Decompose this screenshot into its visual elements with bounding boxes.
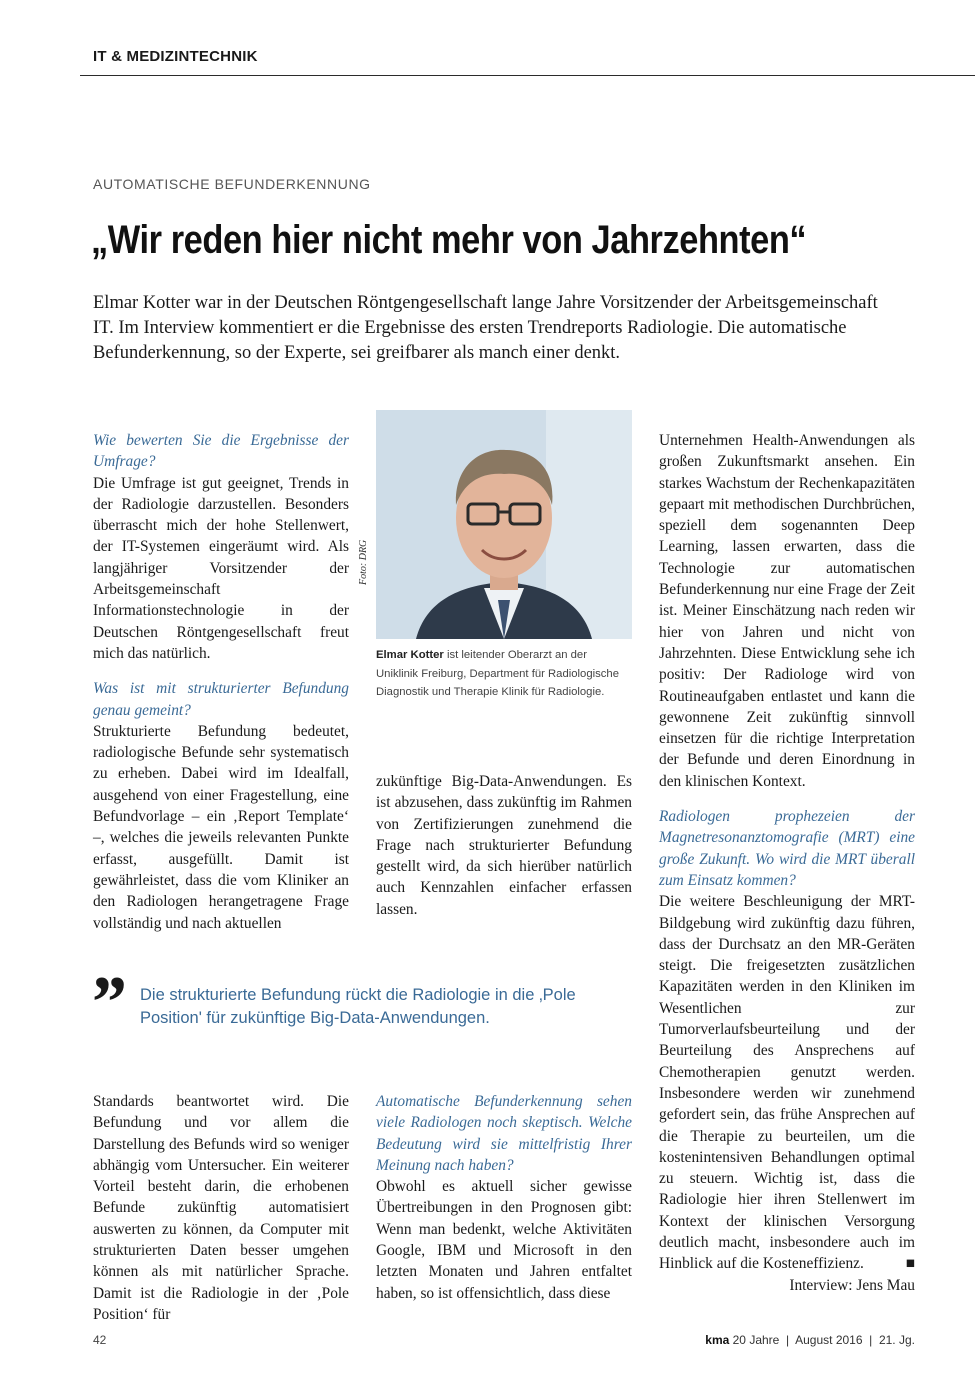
caption-name: Elmar Kotter (376, 649, 444, 661)
column-1 (93, 430, 349, 934)
answer-2-continued: zukünftige Big-Data-Anwendungen. Es ist abzusehen, dass zukünftig im Rahmen von Zertifizierungen zunehmend die Frage nach strukturierter Befundung gestellt wird, da sich hierüber natürlich auch Kennzahlen einfacher erfassen lassen. (376, 773, 632, 918)
question-4: Radiologen prophezeien der Magnetresonanztomografie (MRT) eine große Zukunft. Wo wird die MRT überall zum Einsatz kommen? (659, 808, 915, 889)
column-2-upper (376, 771, 632, 920)
photo-credit: Foto: DRG (358, 539, 369, 585)
article-kicker: AUTOMATISCHE BEFUNDERKENNUNG (93, 176, 371, 192)
footer-issue-text: 20 Jahre | August 2016 | 21. Jg. (729, 1333, 915, 1347)
answer-4-text: Die weitere Beschleunigung der MRT-Bildgebung wird zukünftig dazu führen, dass der Durchsatz an den MR-Geräten steigt. Die freigesetzten zusätzlichen Kapazitäten werden in den Kliniken im Wesentlichen zur Tumorverlaufsbeurteilung und der Beurteilung des Ansprechens auf Chemotherapien genutzt werden. Insbesondere werden wir zunehmend gefordert sein, das frühe Ansprechen auf die Therapie zu beurteilen, um die kostenintensiven Behandlungen optimal zu steuern. Wichtig ist, dass die Radiologie hier ihren Stellenwert im Kontext der klinischen Versorgung deutlich macht, insbesondere auch im Hinblick auf die Kosteneffizienz. (659, 893, 915, 1273)
pull-quote: Die strukturierte Befundung rückt die Radiologie in die ‚Pole Position' für zukünftige Big-Data-Anwendungen. (140, 986, 576, 1027)
caption-text: ist leitender Oberarzt an der Uniklinik Freiburg, Department für Radiologische Diagnostik und Therapie Klinik für Radiologie. (376, 649, 619, 698)
question-3: Automatische Befunderkennung sehen viele Radiologen noch skeptisch. Welche Bedeutung wird sie mittelfristig Ihrer Meinung nach haben? (376, 1093, 632, 1174)
question-2: Was ist mit strukturierter Befundung genau gemeint? (93, 680, 349, 719)
portrait-illustration (376, 410, 632, 639)
portrait-photo (376, 410, 632, 639)
end-mark: ■ (905, 1255, 915, 1273)
photo-caption (376, 646, 632, 702)
answer-2: Strukturierte Befundung bedeutet, radiologische Befunde sehr systematisch zu erheben. Dabei wird im Idealfall, ausgehend von einer Fragestellung, eine Befundvorlage – ein ‚Report Template‘ –, welches die jeweils relevanten Punkte erfasst, ausgefüllt. Damit ist gewährleistet, dass die vom Kliniker an den Radiologen herangetragene Frage vollständig und nach aktuellen (93, 722, 349, 932)
column-3 (659, 430, 915, 1296)
answer-2-lower: Standards beantwortet wird. Die Befundung und vor allem die Darstellung des Befunds wird so weniger abhängig vom Untersucher. Ein weiterer Vorteil besteht darin, die erhobenen Befunde zukünftig automatisiert auswerten zu können, da Computer mit strukturierten Daten besser umgehen können als mit natürlicher Sprache. Damit ist die Radiologie in der ‚Pole Position‘ für (93, 1093, 349, 1323)
answer-4 (659, 891, 915, 1274)
section-label: IT & MEDIZINTECHNIK (93, 48, 258, 65)
column-2-lower (376, 1091, 632, 1304)
question-1: Wie bewerten Sie die Ergebnisse der Umfrage? (93, 432, 349, 471)
article-intro: Elmar Kotter war in der Deutschen Röntgengesellschaft lange Jahre Vorsitzender der Arbeitsgemeinschaft IT. Im Interview kommentiert er die Ergebnisse des ersten Trendreports Radiologie. Die automatische Befunderkennung, so der Experte, sei greifbarer als manch einer denkt. (93, 293, 878, 363)
quote-mark-icon: ” (88, 962, 125, 1044)
answer-3-continued: Unternehmen Health-Anwendungen als großen Zukunftsmarkt ansehen. Ein starkes Wachstum der Rechenkapazitäten gepaart mit methodischen Durchbrüchen, speziell dem sogenannten Deep Learning, lassen erwarten, dass die Technologie zur automatischen Befunderkennung nur eine Frage der Zeit ist. Meiner Einschätzung nach reden wir hier von Jahren und nicht von Jahrzehnten. Diese Entwicklung sehe ich positiv: Der Radiologe wird von Routineaufgaben entlastet und kann die gewonnene Zeit zukünftig sinnvoll einsetzen für die richtige Interpretation der Befunde und deren Einordnung in den klinischen Kontext. (659, 432, 915, 790)
footer-brand: kma (705, 1333, 730, 1347)
page-number: 42 (93, 1333, 107, 1347)
answer-1: Die Umfrage ist gut geeignet, Trends in der Radiologie darzustellen. Besonders überrascht mich der hohe Stellenwert, der IT-Systemen eingeräumt wird. Als langjähriger Vorsitzender der Arbeitsgemeinschaft Informationstechnologie in der Deutschen Röntgengesellschaft freut mich das natürlich. (93, 474, 349, 662)
column-1-lower (93, 1091, 349, 1325)
footer-issue (705, 1333, 915, 1347)
article-headline: „Wir reden hier nicht mehr von Jahrzehnten“ (91, 218, 807, 262)
top-rule (80, 75, 975, 76)
interview-signature: Interview: Jens Mau (789, 1276, 915, 1294)
answer-3: Obwohl es aktuell sicher gewisse Übertreibungen in den Prognosen gibt: Wenn man bedenkt, welche Aktivitäten Google, IBM und Microsoft in den letzten Monaten und Jahren entfaltet haben, so ist offensichtlich, dass diese (376, 1178, 632, 1302)
